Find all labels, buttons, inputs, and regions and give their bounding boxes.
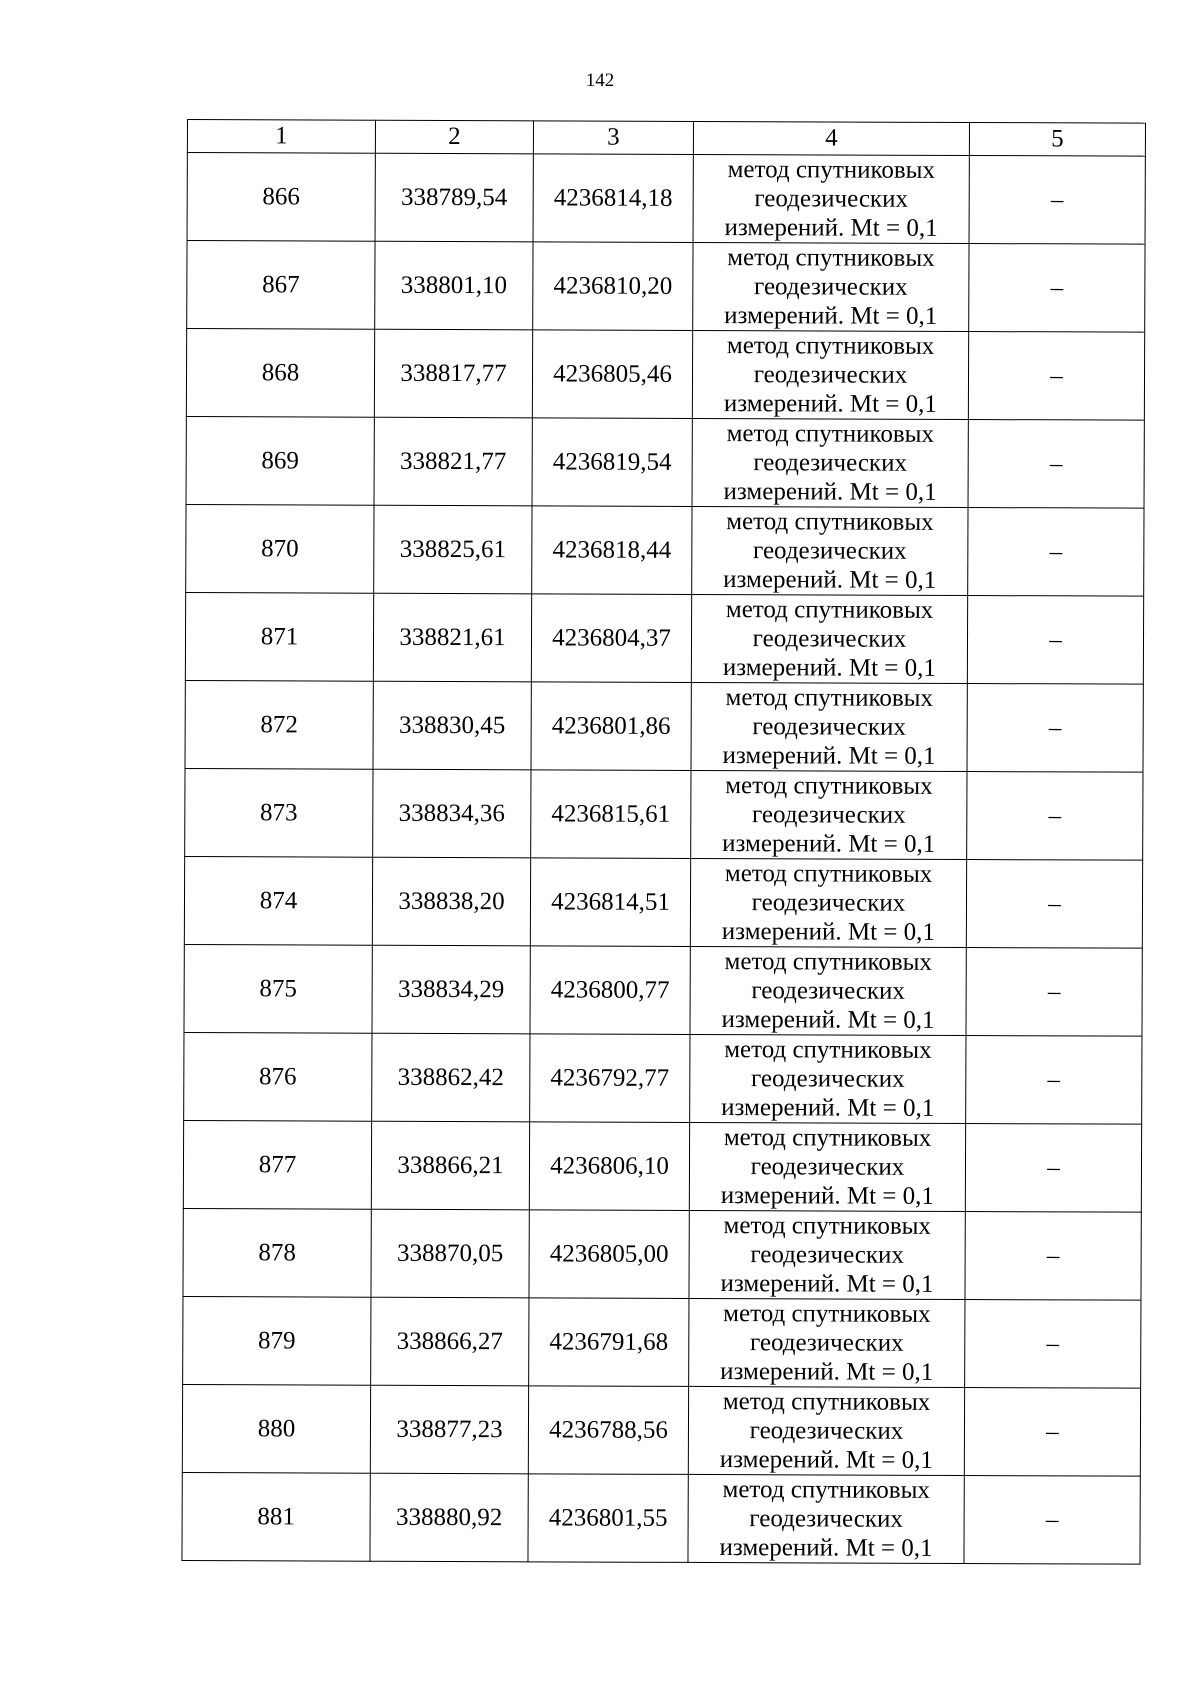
table-row bbox=[182, 1384, 1140, 1476]
x-coordinate-cell: 338821,77 bbox=[374, 417, 532, 506]
method-cell: метод спутниковых геодезических измерений. Mt = 0,1 bbox=[689, 1298, 965, 1387]
method-cell: метод спутниковых геодезических измерений. Mt = 0,1 bbox=[690, 858, 966, 947]
point-number-cell: 877 bbox=[183, 1120, 371, 1209]
y-coordinate-cell: 4236800,77 bbox=[530, 946, 690, 1035]
table-row bbox=[183, 1296, 1141, 1388]
y-coordinate-cell: 4236810,20 bbox=[533, 242, 693, 331]
table-row bbox=[182, 1472, 1140, 1564]
point-number-cell: 868 bbox=[186, 329, 374, 418]
method-cell: метод спутниковых геодезических измерений. Mt = 0,1 bbox=[689, 1210, 965, 1299]
y-coordinate-cell: 4236806,10 bbox=[529, 1122, 689, 1211]
y-coordinate-cell: 4236792,77 bbox=[530, 1034, 690, 1123]
point-number-cell: 878 bbox=[183, 1208, 371, 1297]
x-coordinate-cell: 338870,05 bbox=[371, 1209, 529, 1298]
method-cell: метод спутниковых геодезических измерений. Mt = 0,1 bbox=[691, 770, 967, 859]
table-row bbox=[185, 680, 1143, 772]
point-number-cell: 875 bbox=[184, 944, 372, 1033]
column-header: 3 bbox=[533, 121, 693, 155]
x-coordinate-cell: 338821,61 bbox=[373, 593, 531, 682]
table-row bbox=[184, 1032, 1142, 1124]
note-cell: – bbox=[969, 244, 1145, 333]
note-cell: – bbox=[968, 332, 1144, 421]
column-header: 1 bbox=[187, 120, 375, 154]
point-number-cell: 876 bbox=[184, 1032, 372, 1121]
note-cell: – bbox=[965, 1211, 1141, 1300]
x-coordinate-cell: 338789,54 bbox=[375, 153, 533, 242]
table-row bbox=[187, 153, 1145, 245]
point-number-cell: 879 bbox=[183, 1296, 371, 1385]
method-cell: метод спутниковых геодезических измерений. Mt = 0,1 bbox=[693, 242, 969, 331]
note-cell: – bbox=[966, 947, 1142, 1036]
table-row bbox=[185, 592, 1143, 684]
y-coordinate-cell: 4236804,37 bbox=[531, 594, 691, 683]
x-coordinate-cell: 338866,27 bbox=[371, 1297, 529, 1386]
y-coordinate-cell: 4236791,68 bbox=[529, 1298, 689, 1387]
column-header: 4 bbox=[693, 121, 969, 155]
point-number-cell: 881 bbox=[182, 1472, 370, 1561]
note-cell: – bbox=[965, 1123, 1141, 1212]
point-number-cell: 872 bbox=[185, 680, 373, 769]
note-cell: – bbox=[969, 156, 1145, 245]
table-row bbox=[183, 1120, 1141, 1212]
point-number-cell: 867 bbox=[187, 241, 375, 330]
method-cell: метод спутниковых геодезических измерений. Mt = 0,1 bbox=[693, 154, 969, 243]
method-cell: метод спутниковых геодезических измерений. Mt = 0,1 bbox=[690, 1034, 966, 1123]
table-header-row bbox=[187, 120, 1145, 157]
y-coordinate-cell: 4236818,44 bbox=[532, 506, 692, 595]
table-row bbox=[184, 856, 1142, 948]
method-cell: метод спутниковых геодезических измерений. Mt = 0,1 bbox=[691, 594, 967, 683]
table-row bbox=[184, 944, 1142, 1036]
y-coordinate-cell: 4236819,54 bbox=[532, 418, 692, 507]
x-coordinate-cell: 338866,21 bbox=[371, 1121, 529, 1210]
note-cell: – bbox=[967, 596, 1143, 685]
table-row bbox=[186, 504, 1144, 596]
x-coordinate-cell: 338834,29 bbox=[372, 945, 530, 1034]
point-number-cell: 869 bbox=[186, 416, 374, 505]
x-coordinate-cell: 338880,92 bbox=[370, 1473, 528, 1562]
x-coordinate-cell: 338825,61 bbox=[374, 505, 532, 594]
note-cell: – bbox=[964, 1475, 1140, 1564]
note-cell: – bbox=[964, 1387, 1140, 1476]
x-coordinate-cell: 338838,20 bbox=[372, 857, 530, 946]
table-row bbox=[185, 768, 1143, 860]
y-coordinate-cell: 4236801,55 bbox=[528, 1474, 688, 1563]
y-coordinate-cell: 4236805,46 bbox=[532, 330, 692, 419]
y-coordinate-cell: 4236815,61 bbox=[531, 770, 691, 859]
x-coordinate-cell: 338801,10 bbox=[375, 241, 533, 330]
table-row bbox=[183, 1208, 1141, 1300]
column-header: 5 bbox=[969, 123, 1145, 157]
table-body bbox=[182, 153, 1145, 1565]
y-coordinate-cell: 4236801,86 bbox=[531, 682, 691, 771]
note-cell: – bbox=[968, 420, 1144, 509]
method-cell: метод спутниковых геодезических измерений. Mt = 0,1 bbox=[691, 682, 967, 771]
method-cell: метод спутниковых геодезических измерений. Mt = 0,1 bbox=[688, 1386, 964, 1475]
x-coordinate-cell: 338877,23 bbox=[370, 1385, 528, 1474]
note-cell: – bbox=[965, 1299, 1141, 1388]
point-number-cell: 866 bbox=[187, 153, 375, 242]
method-cell: метод спутниковых геодезических измерений. Mt = 0,1 bbox=[692, 418, 968, 507]
table-row bbox=[186, 416, 1144, 508]
table-row bbox=[187, 241, 1145, 333]
note-cell: – bbox=[967, 771, 1143, 860]
method-cell: метод спутниковых геодезических измерений. Mt = 0,1 bbox=[689, 1122, 965, 1211]
y-coordinate-cell: 4236805,00 bbox=[529, 1210, 689, 1299]
column-header: 2 bbox=[375, 120, 533, 154]
method-cell: метод спутниковых геодезических измерений. Mt = 0,1 bbox=[690, 946, 966, 1035]
y-coordinate-cell: 4236788,56 bbox=[528, 1386, 688, 1475]
x-coordinate-cell: 338834,36 bbox=[373, 769, 531, 858]
table-row bbox=[186, 329, 1144, 421]
method-cell: метод спутниковых геодезических измерений. Mt = 0,1 bbox=[692, 506, 968, 595]
page-number: 142 bbox=[585, 70, 615, 91]
note-cell: – bbox=[968, 508, 1144, 597]
y-coordinate-cell: 4236814,51 bbox=[530, 858, 690, 947]
x-coordinate-cell: 338830,45 bbox=[373, 681, 531, 770]
note-cell: – bbox=[966, 859, 1142, 948]
note-cell: – bbox=[966, 1035, 1142, 1124]
point-number-cell: 873 bbox=[185, 768, 373, 857]
point-number-cell: 874 bbox=[184, 856, 372, 945]
point-number-cell: 871 bbox=[185, 592, 373, 681]
coordinates-table bbox=[181, 119, 1146, 1565]
note-cell: – bbox=[967, 684, 1143, 773]
x-coordinate-cell: 338862,42 bbox=[372, 1033, 530, 1122]
point-number-cell: 880 bbox=[182, 1384, 370, 1473]
x-coordinate-cell: 338817,77 bbox=[374, 329, 532, 418]
method-cell: метод спутниковых геодезических измерений. Mt = 0,1 bbox=[688, 1474, 964, 1563]
point-number-cell: 870 bbox=[186, 504, 374, 593]
y-coordinate-cell: 4236814,18 bbox=[533, 154, 693, 243]
method-cell: метод спутниковых геодезических измерений. Mt = 0,1 bbox=[692, 330, 968, 419]
